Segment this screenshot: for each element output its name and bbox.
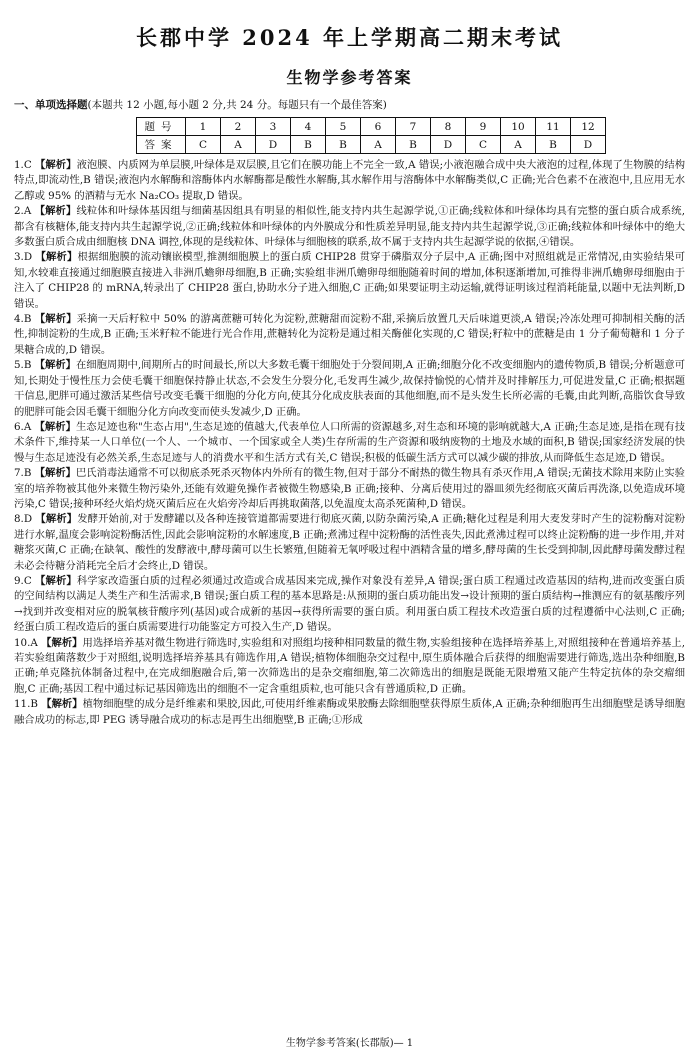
question-number: 4: [291, 118, 326, 136]
explanation-text: 植物细胞壁的成分是纤维素和果胶,因此,可使用纤维素酶或果胶酶去除细胞壁获得原生质体,A 正确;杂种细胞再生出细胞壁是诱导细胞融合成功的标志,即 PEG 诱导融合成功的标志是再生出细胞壁,B 正确;①形成: [14, 698, 685, 726]
page-title: 长郡中学 2024 年上学期高二期末考试: [135, 25, 564, 50]
page-subtitle: 生物学参考答案: [286, 68, 413, 87]
question-number: 6: [361, 118, 396, 136]
answer-cell: C: [466, 136, 501, 154]
answer-table-answer-row: [137, 136, 606, 154]
answer-row-label: 答案: [137, 136, 186, 154]
explanation-paragraph: [14, 466, 685, 512]
analysis-tag: 【解析】: [34, 420, 76, 433]
analysis-tag: 【解析】: [35, 159, 77, 171]
section-heading: [14, 98, 685, 113]
question-prefix: 3.D: [14, 251, 33, 264]
question-prefix: 10.A: [14, 636, 38, 649]
explanation-text: 根据细胞膜的流动镶嵌模型,推测细胞膜上的蛋白质 CHIP28 贯穿于磷脂双分子层中,A 正确;图中对照组就是正常情况,由实验结果可知,水较难直接通过细胞膜直接进入非洲爪蟾卵母细胞,B 正确;实验组非洲爪蟾卵母细胞随着时间的增加,体积逐渐增加,可推得非洲爪蟾卵母细胞由于注入了 CHIP28 的 mRNA,转录出了 CHIP28 蛋白,协助水分子进入细胞,C 正确;如果要证明主动运输,就得证明该过程消耗能量,以题中无法判断,D 错误。: [14, 251, 685, 310]
answer-cell: B: [536, 136, 571, 154]
answer-table: [136, 117, 606, 154]
explanation-paragraph: [14, 420, 685, 466]
explanation-paragraph: [14, 250, 685, 312]
answer-cell: A: [501, 136, 536, 154]
question-number: 2: [221, 118, 256, 136]
explanation-text: 发酵开始前,对于发酵罐以及各种连接管道都需要进行彻底灭菌,以防杂菌污染,A 正确;糖化过程是利用大麦发芽时产生的淀粉酶对淀粉进行水解,温度会影响淀粉酶活性,因此会影响淀粉的水解速度,B 正确;煮沸过程中淀粉酶的活性丧失,因此煮沸过程可以终止淀粉酶的进一步作用,并对糖浆灭菌,C 正确;在缺氧、酸性的发酵液中,酵母菌可以生长繁殖,但随着无氧呼吸过程中酒精含量的增多,酵母菌的生长受到抑制,因此酵母菌发酵过程未必会待糖分消耗完全后才会终止,D 错误。: [14, 513, 686, 572]
explanation-text: 线粒体和叶绿体基因组与细菌基因组具有明显的相似性,能支持内共生起源学说,①正确;线粒体和叶绿体均具有完整的蛋白质合成系统,都含有核糖体,能支持内共生起源学说,②正确;线粒体和叶绿体的内外膜成分和性质差异明显,能支持内共生起源学说,③正确;线粒体和叶绿体中的绝大多数蛋白质合成由细胞核 DNA 调控,体现的是线粒体、叶绿体与细胞核的联系,故不属于支持内共生起源学说的依据,④错误。: [14, 205, 685, 249]
question-number: 7: [396, 118, 431, 136]
section-title: 一、单项选择题: [14, 99, 88, 111]
question-prefix: 9.C: [14, 574, 32, 587]
explanation-paragraph: [14, 204, 685, 250]
explanation-paragraph: [14, 697, 685, 728]
answer-cell: A: [221, 136, 256, 154]
answer-cell: D: [256, 136, 291, 154]
explanation-text: 采摘一天后籽粒中 50% 的游离蔗糖可转化为淀粉,蔗糖甜而淀粉不甜,采摘后放置几天后味道更淡,A 错误;冷冻处理可抑制相关酶的活性,抑制淀粉的生成,B 正确;玉米籽粒不能进行光合作用,蔗糖转化为淀粉是通过相关酶催化实现的,C 错误;籽粒中的蔗糖是由 1 分子葡萄糖和 1 分子果糖合成的,D 错误。: [14, 313, 685, 356]
explanation-text: 液泡膜、内质网为单层膜,叶绿体是双层膜,且它们在膜功能上不完全一致,A 错误;小液泡融合成中央大液泡的过程,体现了生物膜的结构特点,即流动性,B 错误;液泡内水解酶和溶酶体内水解酶都是酸性水解酶,其水解作用与溶酶体中水解酶类似,C 正确;光合色素不在液泡中,且应用无水乙醇或 95% 的酒精与无水 Na₂CO₃ 提取,D 错误。: [14, 159, 685, 202]
question-prefix: 4.B: [14, 313, 32, 326]
analysis-tag: 【解析】: [34, 467, 76, 480]
question-prefix: 6.A: [14, 420, 32, 433]
question-prefix: 8.D: [14, 513, 33, 526]
analysis-tag: 【解析】: [34, 359, 76, 372]
explanation-paragraph: [14, 312, 685, 358]
number-row-label: 题号: [137, 118, 186, 136]
answer-cell: B: [326, 136, 361, 154]
answer-cell: B: [396, 136, 431, 154]
explanation-paragraph: [14, 574, 685, 636]
question-number: 11: [536, 118, 571, 136]
analysis-tag: 【解析】: [35, 251, 78, 264]
answer-cell: B: [291, 136, 326, 154]
answer-cell: D: [431, 136, 466, 154]
answer-table-number-row: [137, 118, 606, 136]
analysis-tag: 【解析】: [41, 636, 83, 649]
explanation-paragraph: [14, 636, 685, 698]
question-number: 12: [571, 118, 606, 136]
explanation-text: 科学家改造蛋白质的过程必须通过改造或合成基因来完成,操作对象没有差异,A 错误;蛋白质工程通过改造基因的结构,进而改变蛋白质的空间结构以满足人类生产和生活需求,B 错误;蛋白质工程的基本思路是:从预期的蛋白质功能出发→设计预期的蛋白质结构→推测应有的氨基酸序列→找到并改变相对应的脱氧核苷酸序列(基因)或合成新的基因→获得所需要的蛋白质。利用蛋白质工程技术改造蛋白质的过程遵循中心法则,C 正确;经蛋白质工程改造后的蛋白质需要进行功能鉴定方可投入生产,D 错误。: [14, 574, 685, 634]
question-prefix: 7.B: [14, 467, 32, 480]
explanation-text: 生态足迹也称"生态占用",生态足迹的值越大,代表单位人口所需的资源越多,对生态和环境的影响就越大,A 正确;生态足迹,是指在现有技术条件下,维持某一人口单位(一个人、一个城市、一个国家或全人类)生存所需的生产资源和吸纳废物的土地及水域的面积,B 错误;国家经济发展的快慢与生态足迹没有必然关系,生态足迹与人的消费水平和生活方式有关,C 错误;积极的低碳生活方式可以减少碳的排放,从而降低生态足迹,D 错误。: [14, 420, 686, 464]
explanation-text: 在细胞周期中,间期所占的时间最长,所以大多数毛囊干细胞处于分裂间期,A 正确;细胞分化不改变细胞内的遗传物质,B 错误;分析题意可知,长期处于慢性压力会使毛囊干细胞保持静止状态,不会发生分裂分化,毛发再生减少,故保持愉悦的心情并及时排解压力,可促进发量,C 正确;根据题干信息,肥胖可通过激活某些信号改变毛囊干细胞的分化方向,使其分化成皮肤表面的其他细胞,而不是头发生长所必需的毛囊,由此判断,高脂饮食导致的肥胖可能会因毛囊干细胞分化方向改变而使头发减少,D 正确。: [14, 359, 685, 418]
analysis-tag: 【解析】: [35, 574, 77, 587]
analysis-tag: 【解析】: [34, 205, 77, 218]
answer-cell: C: [186, 136, 221, 154]
analysis-tag: 【解析】: [41, 698, 83, 711]
question-prefix: 1.C: [14, 159, 32, 171]
question-number: 5: [326, 118, 361, 136]
answer-cell: D: [571, 136, 606, 154]
explanation-paragraph: [14, 158, 685, 204]
explanation-text: 巴氏消毒法通常不可以彻底杀死杀灭物体内外所有的微生物,但对于部分不耐热的微生物具有杀灭作用,A 错误;无菌技术除用来防止实验室的培养物被其他外来微生物污染外,还能有效避免操作者被微生物感染,B 正确;接种、分离后使用过的器皿须先经彻底灭菌后再洗涤,以免造成环境污染,C 错误;接种环经火焰灼烧灭菌后应在火焰旁冷却后再挑取菌落,以免温度太高杀死菌种,D 错误。: [14, 467, 685, 510]
question-number: 10: [501, 118, 536, 136]
question-number: 8: [431, 118, 466, 136]
question-number: 3: [256, 118, 291, 136]
explanation-paragraph: [14, 512, 685, 574]
analysis-tag: 【解析】: [34, 313, 77, 326]
explanation-text: 用选择培养基对微生物进行筛选时,实验组和对照组均接种相同数量的微生物,实验组接种在选择培养基上,对照组接种在普通培养基上,若实验组菌落数少于对照组,说明选择培养基具有筛选作用,A 错误;植物体细胞杂交过程中,原生质体融合后获得的细胞需要进行筛选,选出杂种细胞,B 正确;单克隆抗体制备过程中,在完成细胞融合后,第一次筛选出的是杂交瘤细胞,第二次筛选出的细胞是既能无限增殖又能产生特定抗体的杂交瘤细胞,C 正确;基因工程中通过标记基因筛选出的细胞不一定含重组质粒,也可能只含有普通质粒,D 正确。: [14, 636, 686, 695]
explanation-paragraph: [14, 358, 685, 420]
question-number: 1: [186, 118, 221, 136]
answer-cell: A: [361, 136, 396, 154]
section-note: (本题共 12 小题,每小题 2 分,共 24 分。每题只有一个最佳答案): [87, 99, 387, 111]
analysis-tag: 【解析】: [35, 513, 78, 526]
page-footer: 生物学参考答案(长郡版)— 1: [285, 1038, 414, 1049]
question-prefix: 5.B: [14, 359, 32, 372]
question-prefix: 11.B: [14, 698, 38, 711]
question-prefix: 2.A: [14, 205, 32, 218]
question-number: 9: [466, 118, 501, 136]
